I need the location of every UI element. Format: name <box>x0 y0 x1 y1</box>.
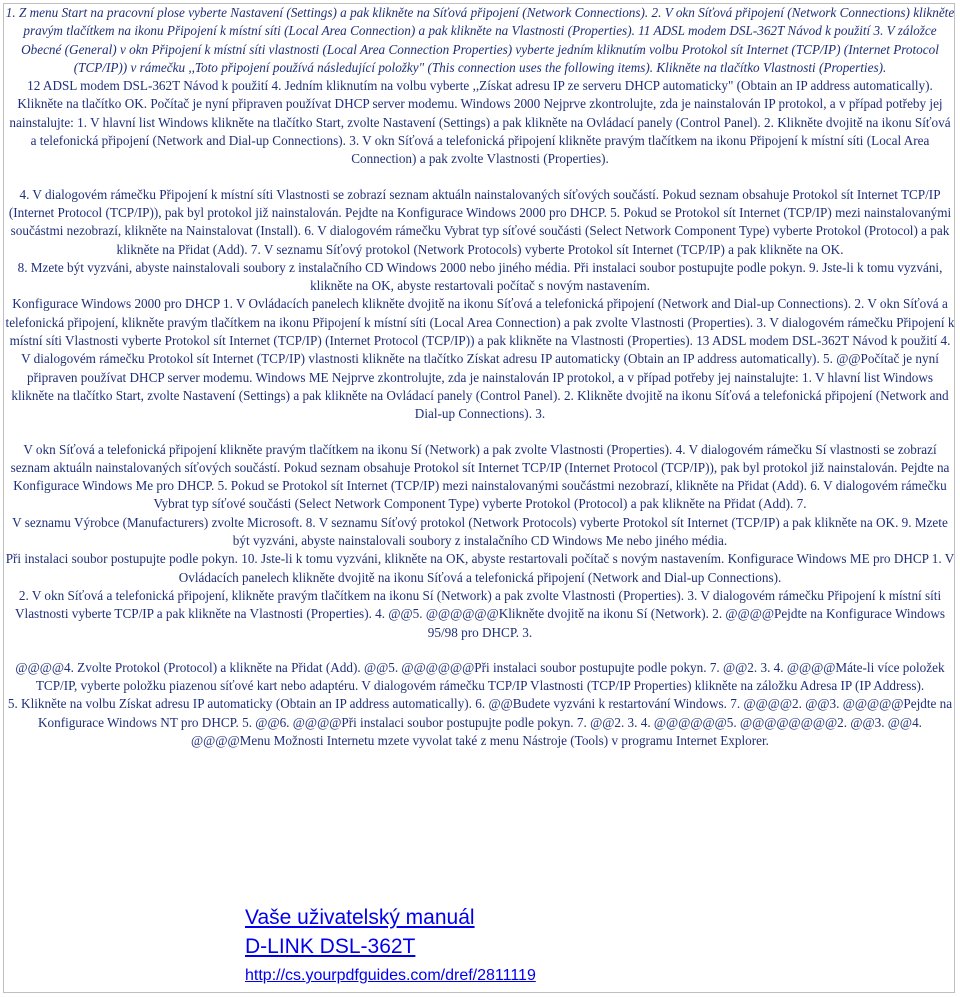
paragraph: 4. V dialogovém rámečku Připojení k místní síti Vlastnosti se zobrazí seznam aktuáln nainstalovaných síťových součástí. Pokud seznam obsahuje Protokol sít Internet TCP/IP (Internet Protocol (TCP/IP)), pak byl protokol již nainstalován. Pejdte na Konfigurace Windows 2000 pro DHCP. 5. Pokud se Protokol sít Internet (TCP/IP) mezi nainstalovanými součástmi nezobrazí, klikněte na Nainstalovat (Install). 6. V dialogovém rámečku Vybrat typ síťové součásti (Select Network Component Type) vyberte Protokol (Protocol) a pak klikněte na Přidat (Add). 7. V seznamu Síťový protokol (Network Protocols) vyberte Protokol sít Internet (TCP/IP) a pak klikněte na OK. <box>8 186 952 257</box>
model-link[interactable]: D-LINK DSL-362T <box>245 935 416 958</box>
footer-manual-link[interactable] <box>245 903 715 987</box>
paragraph: 12 ADSL modem DSL-362T Návod k použití 4. Jedním kliknutím na volbu vyberte ,,Získat adresu IP ze serveru DHCP automaticky" (Obtain an IP address automatically). Klikněte na tlačítko OK. Počítač je nyní připraven používat DHCP server modemu. Windows 2000 Nejprve zkontrolujte, zda je nainstalován IP protokol, a v případ potřeby jej nainstalujte: 1. V hlavní list Windows klikněte na tlačítko Start, zvolte Nastavení (Settings) a pak klikněte na Ovládací panely (Control Panel). 2. Klikněte dvojitě na ikonu Síťová a telefonická připojení (Network and Dial-up Connections). 3. V okn Síťová a telefonická připojení klikněte pravým tlačítkem na ikonu Připojení k místní síti (Local Area Connection) a pak zvolte Vlastnosti (Properties). <box>9 78 951 167</box>
document-body <box>5 4 955 750</box>
paragraph: 8. Mzete být vyzváni, abyste nainstalovali soubory z instalačního CD Windows 2000 nebo jiného média. Při instalaci soubor postupujte podle pokyn. 9. Jste-li k tomu vyzváni, klikněte na OK, abyste restartovali počítač s novým nastavením. <box>17 259 943 294</box>
paragraph: 5. Klikněte na volbu Získat adresu IP automaticky (Obtain an IP address automatically). 6. @@Budete vyzváni k restartování Windows. 7. @@@@2. @@3. @@@@@Pejdte na Konfigurace Windows NT pro DHCP. 5. @@6. @@@@Při instalaci soubor postupujte podle pokyn. 7. @@2. 3. 4. @@@@@@5. @@@@@@@@2. @@3. @@4. @@@@Menu Možnosti Internetu mzete vyvolat také z menu Nástroje (Tools) v programu Internet Explorer. <box>7 696 953 748</box>
paragraph: 1. Z menu Start na pracovní plose vyberte Nastavení (Settings) a pak klikněte na Síťová připojení (Network Connections). 2. V okn Síťová připojení (Network Connections) klikněte pravým tlačítkem na ikonu Připojení k místní síti (Local Area Connection) a pak klikněte na Vlastnosti (Properties). 11 ADSL modem DSL-362T Návod k použití 3. V záložce Obecné (General) v okn Připojení k místní síti vlastnosti (Local Area Connection Properties) vyberte jedním kliknutím volbu Protokol sít Internet (TCP/IP) (Internet Protocol (TCP/IP)) v rámečku ,,Toto připojení používá následující položky" (This connection uses the following items). Klikněte na tlačítko Vlastnosti (Properties). <box>5 5 955 75</box>
paragraph: 2. V okn Síťová a telefonická připojení, klikněte pravým tlačítkem na ikonu Sí (Network) a pak zvolte Vlastnosti (Properties). 3. V dialogovém rámečku Připojení k místní síti Vlastnosti vyberte TCP/IP a pak klikněte na Vlastnosti (Properties). 4. @@5. @@@@@@Klikněte dvojitě na ikonu Sí (Network). 2. @@@@Pejdte na Konfigurace Windows 95/98 pro DHCP. 3. <box>15 587 945 640</box>
paragraph: Konfigurace Windows 2000 pro DHCP 1. V Ovládacích panelech klikněte dvojitě na ikonu Síťová a telefonická připojení (Network and Dial-up Connections). 2. V okn Síťová a telefonická připojení, klikněte pravým tlačítkem na ikonu Připojení k místní síti (Local Area Connection) a pak zvolte Vlastnosti (Properties). 3. V dialogovém rámečku Připojení k místní síti Vlastnosti vyberte Protokol sít Internet (TCP/IP) (Internet Protocol (TCP/IP)) a pak klikněte na Vlastnosti (Properties). 13 ADSL modem DSL-362T Návod k použití 4. V dialogovém rámečku Protokol sít Internet (TCP/IP) vlastnosti klikněte na tlačítko Získat adresu IP automaticky (Obtain an IP address automatically). 5. @@Počítač je nyní připraven používat DHCP server modemu. Windows ME Nejprve zkontrolujte, zda je nainstalován IP protokol, a v případ potřeby jej nainstalujte: 1. V hlavní list Windows klikněte na tlačítko Start, zvolte Nastavení (Settings) a pak klikněte na Ovládací panely (Control Panel). 2. Klikněte dvojitě na ikonu Síťová a telefonická připojení (Network and Dial-up Connections). 3. <box>5 296 955 422</box>
url-link[interactable]: http://cs.yourpdfguides.com/dref/2811119 <box>245 967 536 984</box>
manual-title-link[interactable]: Vaše uživatelský manuál <box>245 906 475 929</box>
paragraph: Při instalaci soubor postupujte podle pokyn. 10. Jste-li k tomu vyzváni, klikněte na OK, abyste restartovali počítač s novým nastavením. Konfigurace Windows ME pro DHCP 1. V Ovládacích panelech klikněte dvojitě na ikonu Síťová a telefonická připojení (Network and Dial-up Connections). <box>5 551 955 585</box>
paragraph: V seznamu Výrobce (Manufacturers) zvolte Microsoft. 8. V seznamu Síťový protokol (Network Protocols) vyberte Protokol sít Internet (TCP/IP) a pak klikněte na OK. 9. Mzete být vyzváni, abyste nainstalovali soubory z instalačního CD Windows Me nebo jiného média. <box>12 514 948 549</box>
paragraph: V okn Síťová a telefonická připojení klikněte pravým tlačítkem na ikonu Sí (Network) a pak zvolte Vlastnosti (Properties). 4. V dialogovém rámečku Sí vlastnosti se zobrazí seznam aktuáln nainstalovaných síťových součástí. Pokud seznam obsahuje Protokol sít Internet TCP/IP (Internet Protocol (TCP/IP)), pak byl protokol již nainstalován. Pejdte na Konfigurace Windows Me pro DHCP. 5. Pokud se Protokol sít Internet (TCP/IP) mezi nainstalovanými součástmi nezobrazí, klikněte na Přidat (Add). 6. V dialogovém rámečku Vybrat typ síťové součásti (Select Network Component Type) vyberte Protokol (Protocol) a pak klikněte na Přidat (Add). 7. <box>10 441 950 512</box>
paragraph: @@@@4. Zvolte Protokol (Protocol) a klikněte na Přidat (Add). @@5. @@@@@@Při instalaci soubor postupujte podle pokyn. 7. @@2. 3. 4. @@@@Máte-li více položek TCP/IP, vyberte položku piazenou síťové kart nebo adaptéru. V dialogovém rámečku TCP/IP Vlastnosti (TCP/IP Properties) klikněte na záložku Adresa IP (IP Address). <box>15 659 945 694</box>
